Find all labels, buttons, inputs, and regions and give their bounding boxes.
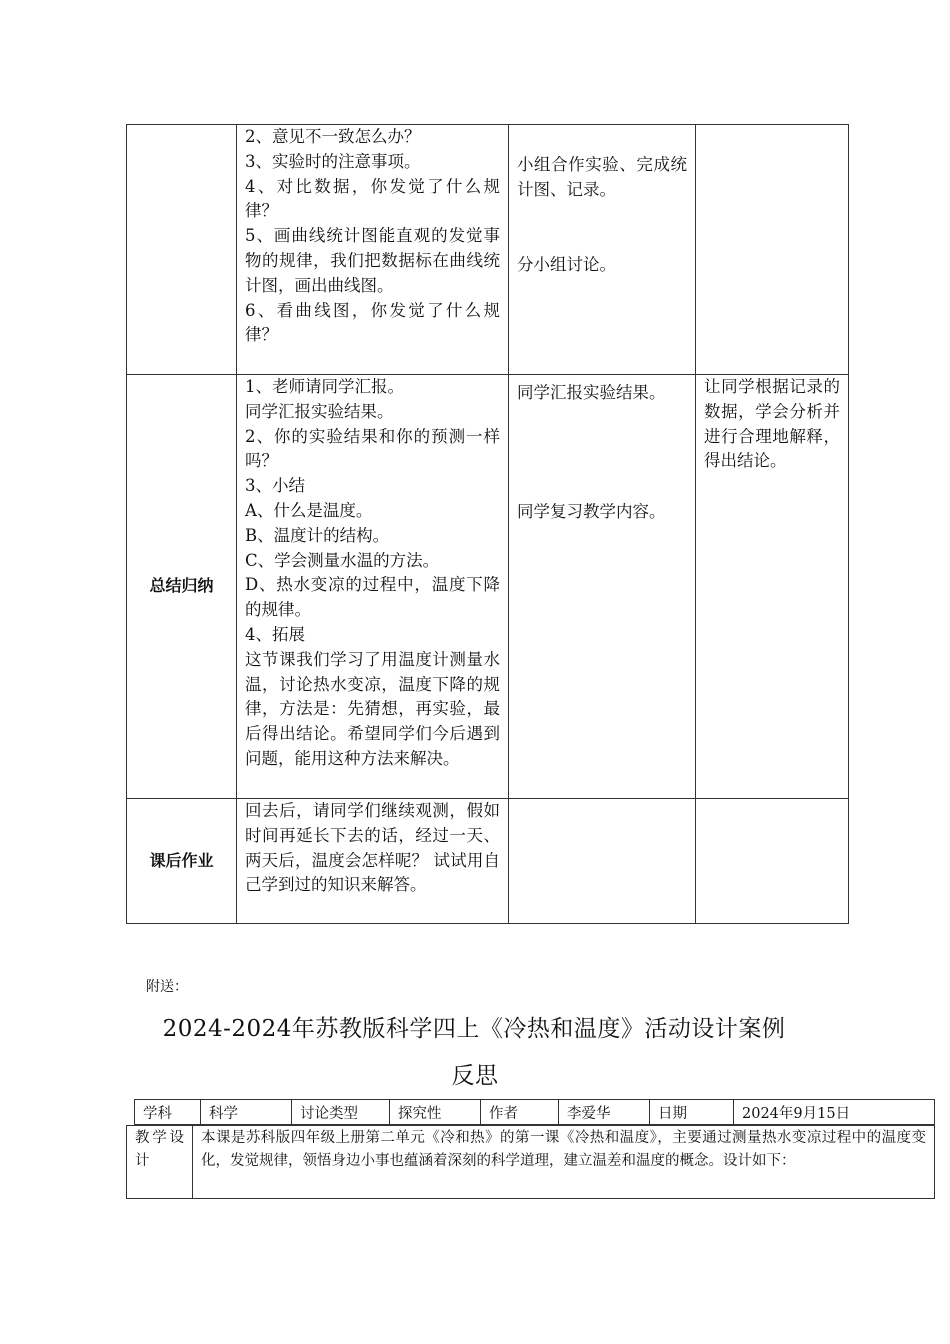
teacher-line: 1、老师请同学汇报。 bbox=[245, 377, 404, 396]
date-value: 2024年9月15日 bbox=[734, 1100, 935, 1125]
design-intent-cell: 让同学根据记录的数据，学会分析并进行合理地解释，得出结论。 bbox=[696, 375, 849, 799]
table-row bbox=[127, 125, 849, 375]
design-intent-cell bbox=[696, 799, 849, 924]
student-line: 分小组讨论。 bbox=[517, 255, 616, 275]
teacher-line: 5、画曲线统计图能直观的发觉事物的规律，我们把数据标在曲线统计图，画出曲线图。 bbox=[245, 226, 500, 295]
student-line: 同学复习教学内容。 bbox=[517, 502, 666, 522]
meta-table bbox=[134, 1099, 935, 1125]
student-line: 同学汇报实验结果。 bbox=[517, 383, 666, 402]
student-activity-cell bbox=[509, 799, 696, 924]
lesson-plan-table bbox=[126, 124, 849, 924]
stage-cell: 课后作业 bbox=[127, 799, 237, 924]
design-text: 本课是苏科版四年级上册第二单元《冷和热》的第一课《冷热和温度》，主要通过测量热水变凉过程中的温度变化，发觉规律，领悟身边小事也蕴涵着深刻的科学道理，建立温差和温度的概念。设计如下： bbox=[193, 1126, 935, 1199]
author-label: 作者 bbox=[481, 1100, 559, 1125]
teacher-line: 4、拓展 bbox=[245, 624, 305, 644]
stage-cell bbox=[127, 125, 237, 375]
teacher-line: C、学会测量水温的方法。 bbox=[245, 550, 440, 570]
teacher-line: 这节课我们学习了用温度计测量水温，讨论热水变凉，温度下降的规律，方法是：先猜想，再实验，最后得出结论。希望同学们今后遇到问题，能用这种方法来解决。 bbox=[245, 649, 500, 768]
teacher-line: 4、对比数据，你发觉了什么规律？ bbox=[245, 176, 500, 221]
teacher-activity-cell: 回去后，请同学们继续观测，假如时间再延长下去的话，经过一天、两天后，温度会怎样呢？ 试试用自己学到过的知识来解答。 bbox=[237, 799, 509, 924]
teacher-line: 2、意见不一致怎么办？ bbox=[245, 127, 421, 146]
subject-label: 学科 bbox=[135, 1100, 201, 1125]
design-label: 教学设计 bbox=[127, 1126, 193, 1199]
teacher-line: 3、小结 bbox=[245, 476, 305, 496]
design-intent-cell bbox=[696, 125, 849, 375]
teacher-line: 同学汇报实验结果。 bbox=[245, 401, 394, 421]
student-activity-cell bbox=[509, 125, 696, 375]
table-row bbox=[135, 1100, 935, 1125]
teacher-line: 6、看曲线图，你发觉了什么规律？ bbox=[245, 300, 500, 345]
table-row bbox=[127, 375, 849, 799]
document-title-continued: 反思 bbox=[451, 1063, 499, 1089]
teacher-line: 3、实验时的注意事项。 bbox=[245, 151, 421, 171]
author-value: 李爱华 bbox=[559, 1100, 650, 1125]
teacher-line: A、什么是温度。 bbox=[245, 500, 373, 520]
student-activity-cell bbox=[509, 375, 696, 799]
table-row bbox=[127, 1126, 935, 1199]
stage-cell: 总结归纳 bbox=[127, 375, 237, 799]
appendix-note: 附送： bbox=[146, 979, 188, 995]
document-title: 2024-2024年苏教版科学四上《冷热和温度》活动设计案例 bbox=[162, 1016, 786, 1042]
type-value: 探究性 bbox=[390, 1100, 481, 1125]
teacher-activity-cell bbox=[237, 125, 509, 375]
teacher-line: D、热水变凉的过程中，温度下降的规律。 bbox=[245, 575, 500, 620]
table-row bbox=[127, 799, 849, 924]
teacher-activity-cell bbox=[237, 375, 509, 799]
type-label: 讨论类型 bbox=[292, 1100, 390, 1125]
teacher-line: 2、你的实验结果和你的预测一样吗？ bbox=[245, 426, 500, 471]
teacher-line: B、温度计的结构。 bbox=[245, 525, 390, 545]
date-label: 日期 bbox=[650, 1100, 734, 1125]
design-table bbox=[126, 1125, 935, 1199]
subject-value: 科学 bbox=[201, 1100, 292, 1125]
student-line: 小组合作实验、完成统计图、记录。 bbox=[517, 154, 687, 199]
